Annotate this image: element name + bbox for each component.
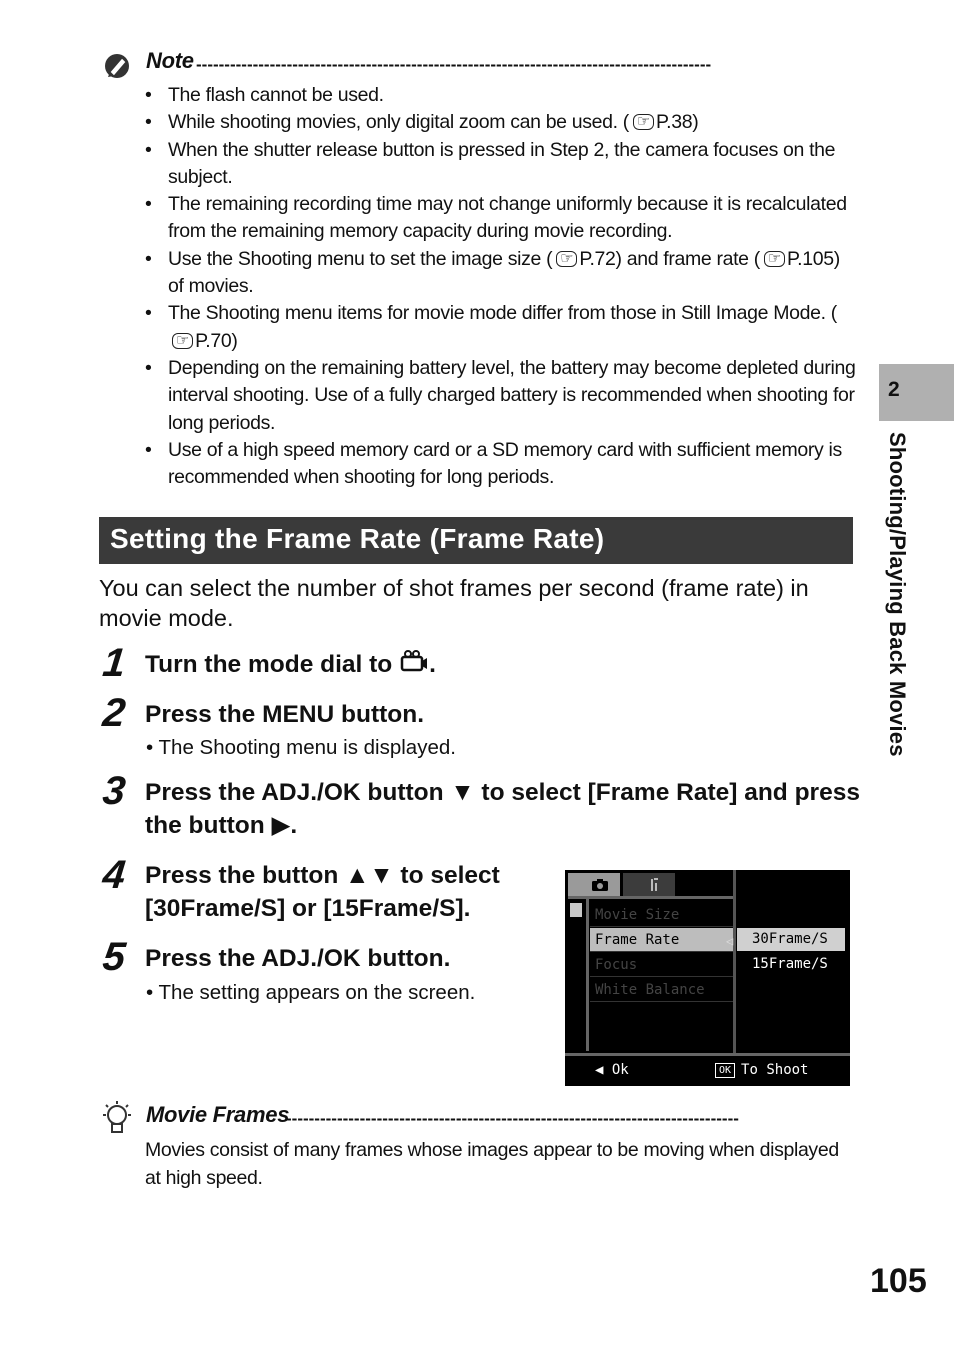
menu-item-selected[interactable]: Frame Rate [590,928,735,952]
chapter-label: Shooting/Playing Back Movies [885,432,910,757]
note-item: • Use the Shooting menu to set the image size ( ☞ P.72) and frame rate ( ☞ P.105) of movies. [145,246,857,301]
section-heading [99,517,853,564]
wrench-icon [649,877,665,893]
note-item: • When the shutter release button is pressed in Step 2, the camera focuses on the subject. [145,137,857,192]
note-item: • Depending on the remaining battery level, the battery may become depleted during interval shooting. Use of a fully charged battery is recommended when shooting for long periods. [145,355,857,437]
page-ref-icon: ☞ [764,251,785,267]
step-number: 2 [100,691,128,735]
step-number: 4 [100,853,128,897]
step-text: Press the ADJ./OK button. [145,945,451,972]
step-subnote: • The Shooting menu is displayed. [146,736,456,760]
chapter-number: 2 [888,378,900,401]
ok-badge: OK [715,1063,735,1078]
menu-item[interactable]: White Balance [590,978,735,1002]
page-ref-icon: ☞ [172,333,193,349]
menu-item[interactable]: Focus [590,953,735,977]
note-title: Note [146,48,194,73]
note-pencil-icon [102,50,132,80]
menu-item[interactable]: Movie Size [590,903,735,927]
option[interactable]: 15Frame/S [752,956,828,972]
step-text: Turn the mode dial to . [145,651,436,678]
lightbulb-icon [102,1100,132,1140]
section-title: Setting the Frame Rate (Frame Rate) [110,523,605,554]
left-arrow-icon: ◁ [726,934,734,948]
step-text: Press the button ▲▼ to select [30Frame/S] or [15Frame/S]. [145,862,500,922]
step-number: 3 [100,769,128,813]
step-subnote: • The setting appears on the screen. [146,981,475,1005]
footer-ok-hint: ◀ Ok [595,1062,629,1078]
camera-tab [568,873,620,896]
movie-mode-icon [399,650,429,674]
camera-screen [565,870,850,1086]
page-ref-icon: ☞ [556,251,577,267]
movie-frames-text: Movies consist of many frames whose images appear to be moving when displayed at high speed. [145,1139,839,1189]
step-number: 1 [100,641,128,685]
note-list [145,82,857,491]
option-selected[interactable]: 30Frame/S [737,928,845,951]
note-item: • The flash cannot be used. [145,82,857,109]
camera-icon [591,878,609,892]
note-dash-rule: ------------------------------------------------------------------------------------------- [196,55,712,74]
step-text: Press the ADJ./OK button ▼ to select [Frame Rate] and press the button ▶. [145,779,860,839]
tab-underline [568,896,734,899]
note-item: • Use of a high speed memory card or a SD memory card with sufficient memory is recommended when shooting for long periods. [145,437,857,492]
movie-frames-dash-rule: -------------------------------------------------------------------------------- [286,1109,739,1128]
menu-divider [733,870,736,1053]
note-item: • The Shooting menu items for movie mode differ from those in Still Image Mode. (☞ P.70) [145,300,857,355]
note-item: • The remaining recording time may not change uniformly because it is recalculated from the remaining memory capacity during movie recording. [145,191,857,246]
footer-shoot-hint: OK To Shoot [715,1062,808,1078]
step-number: 5 [100,935,128,979]
page-ref-icon: ☞ [633,114,654,130]
movie-frames-title: Movie Frames [146,1102,290,1127]
step-text: Press the MENU button. [145,701,425,728]
menu-bar [586,896,589,1051]
note-item: • While shooting movies, only digital zoom can be used. ( ☞ P.38) [145,109,857,136]
page-number: 105 [870,1262,927,1300]
section-intro: You can select the number of shot frames per second (frame rate) in movie mode. [99,575,809,631]
camera-footer [565,1053,850,1086]
menu-marker [570,903,582,917]
setup-tab [623,873,675,896]
